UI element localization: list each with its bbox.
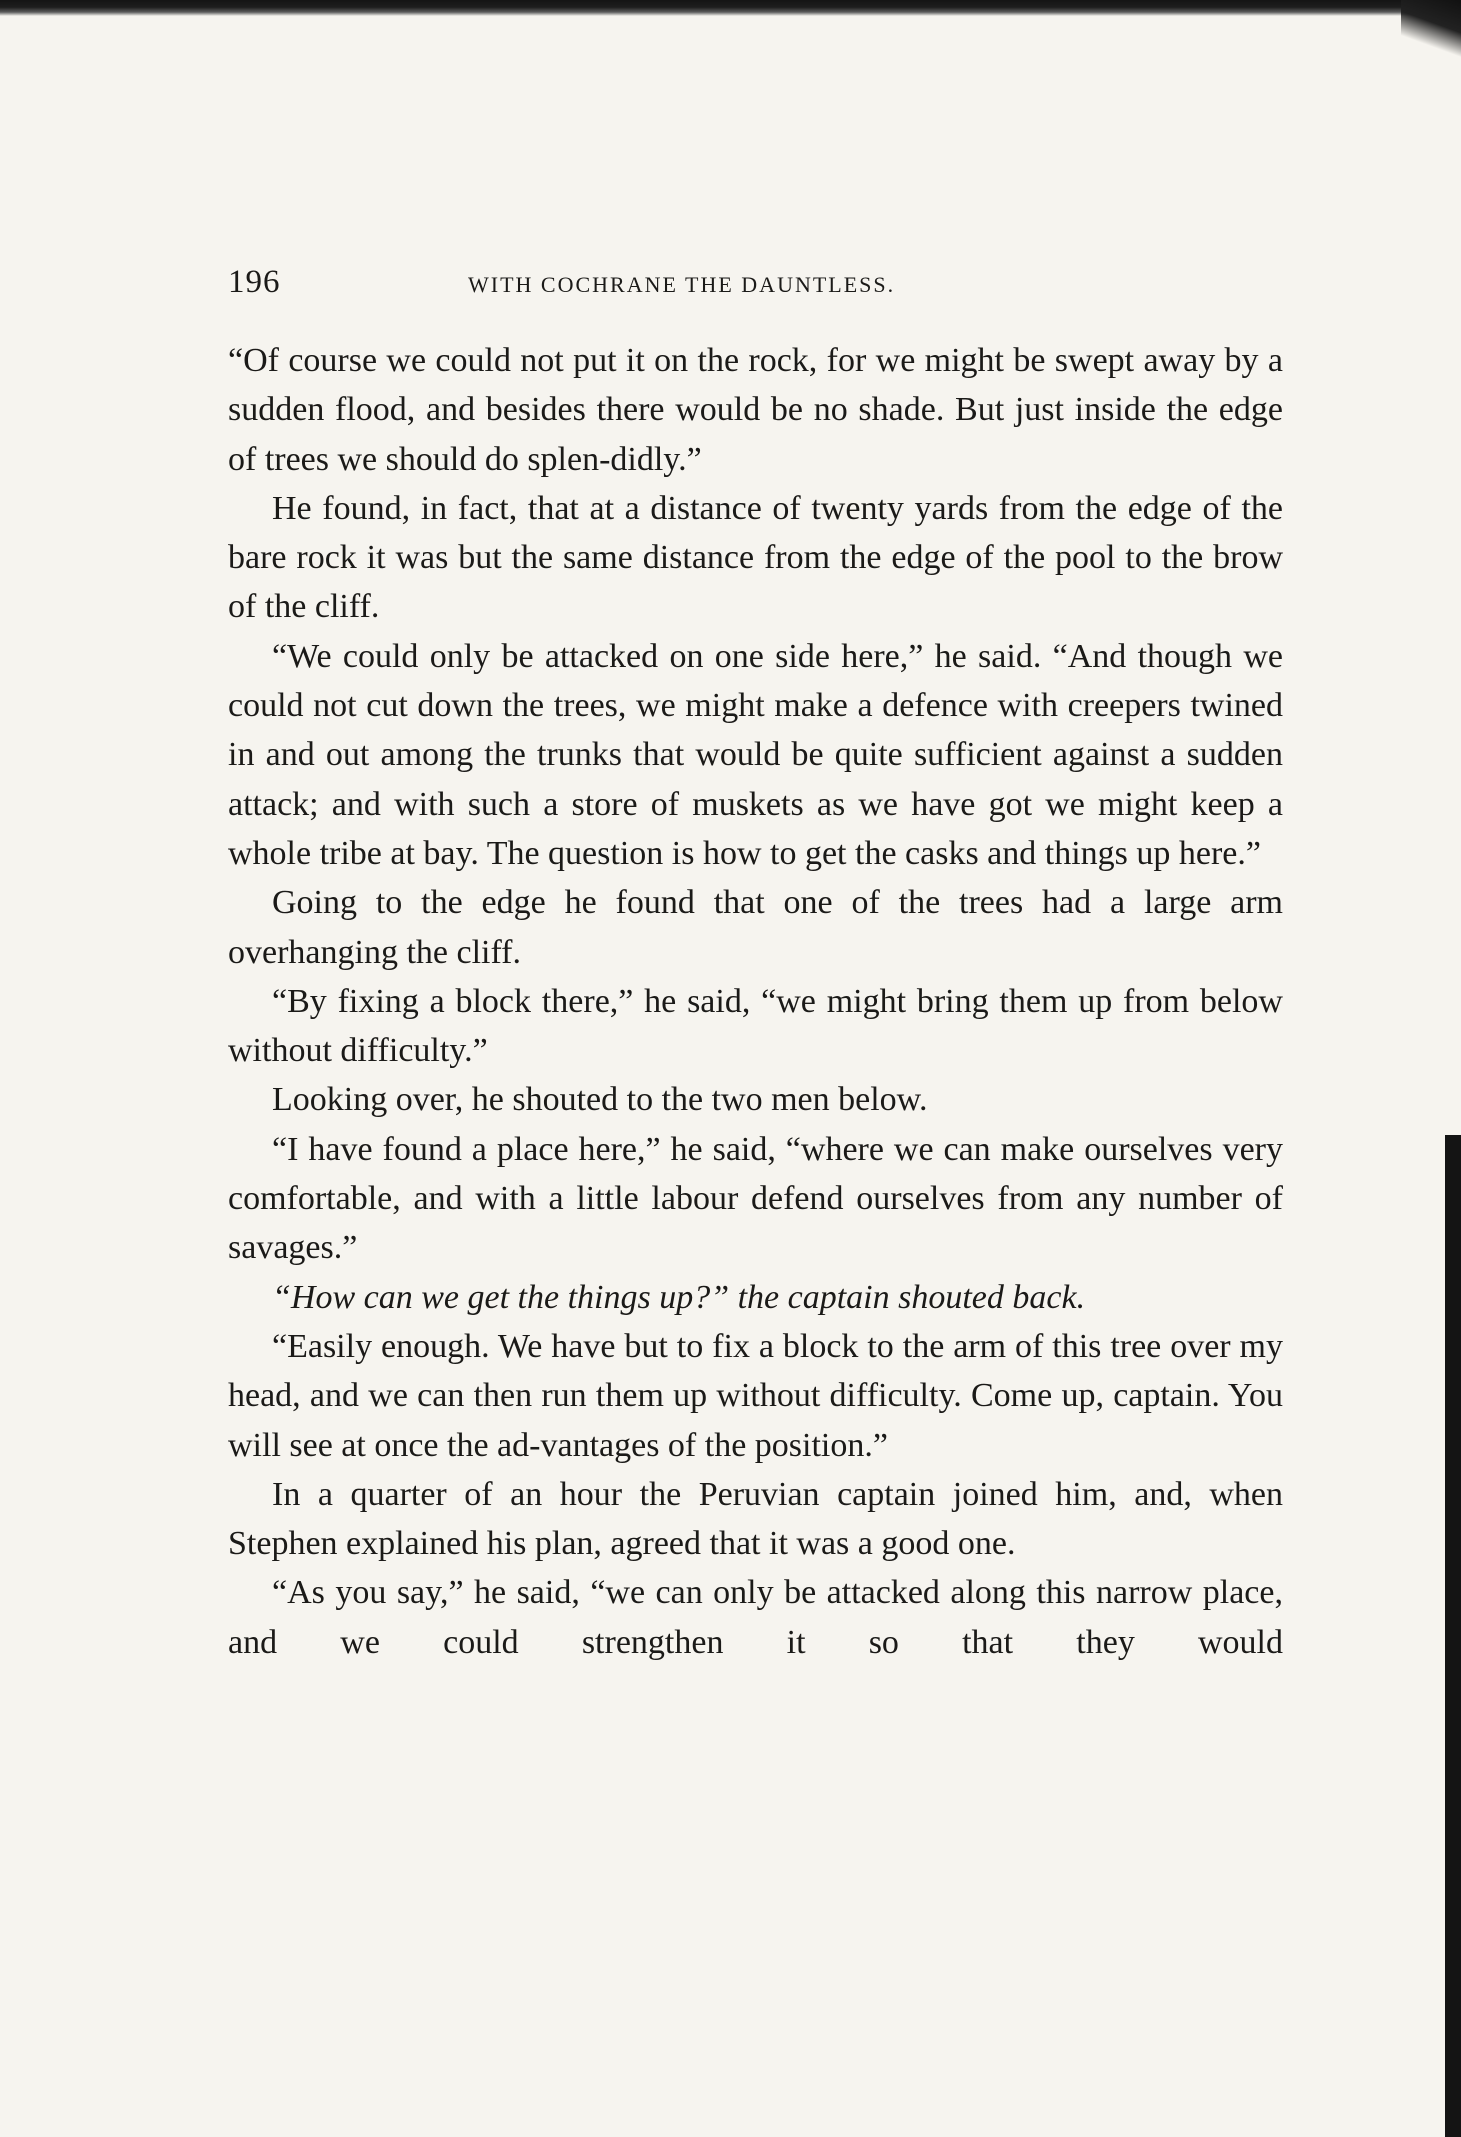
- paragraph: “Of course we could not put it on the rock, for we might be swept away by a sudden flood, and besides there would be no shade. But just inside the edge of trees we should do splen-didly.”: [228, 342, 1283, 478]
- paragraph: “By fixing a block there,” he said, “we might bring them up from below without difficulty.”: [228, 982, 1283, 1070]
- paragraph: “I have found a place here,” he said, “where we can make ourselves very comfortable, and with a little labour defend ourselves from any number of savages.”: [228, 1130, 1283, 1267]
- right-edge-scan-shadow: [1445, 1135, 1461, 2137]
- paragraph: Going to the edge he found that one of the trees had a large arm overhanging the cliff.: [228, 884, 1283, 971]
- running-head: [228, 256, 1283, 314]
- page-number: 196: [228, 264, 281, 300]
- top-edge-scan-shadow: [0, 0, 1461, 16]
- paragraph: Looking over, he shouted to the two men below.: [272, 1081, 928, 1119]
- paragraph: In a quarter of an hour the Peruvian captain joined him, and, when Stephen explained his plan, agreed that it was a good one.: [228, 1475, 1283, 1563]
- top-right-scan-shadow: [1401, 0, 1461, 60]
- body-text: [228, 336, 1283, 1667]
- paragraph: He found, in fact, that at a distance of twenty yards from the edge of the bare rock it was but the same distance from the edge of the pool to the brow of the cliff.: [228, 489, 1283, 626]
- paragraph: “Easily enough. We have but to fix a block to the arm of this tree over my head, and we can then run them up without difficulty. Come up, captain. You will see at once the ad-vantages of the position.”: [228, 1327, 1283, 1464]
- book-page: [228, 256, 1283, 1667]
- running-title: WITH COCHRANE THE DAUNTLESS.: [468, 272, 896, 297]
- paragraph: “As you say,” he said, “we can only be attacked along this narrow place, and we could strengthen it so that they would: [228, 1574, 1283, 1661]
- paragraph: “How can we get the things up?” the captain shouted back.: [272, 1278, 1086, 1316]
- paragraph: “We could only be attacked on one side here,” he said. “And though we could not cut down the trees, we might make a defence with creepers twined in and out among the trunks that would be quite sufficient against a sudden attack; and with such a store of muskets as we have got we might keep a whole tribe at bay. The question is how to get the casks and things up here.”: [228, 637, 1283, 872]
